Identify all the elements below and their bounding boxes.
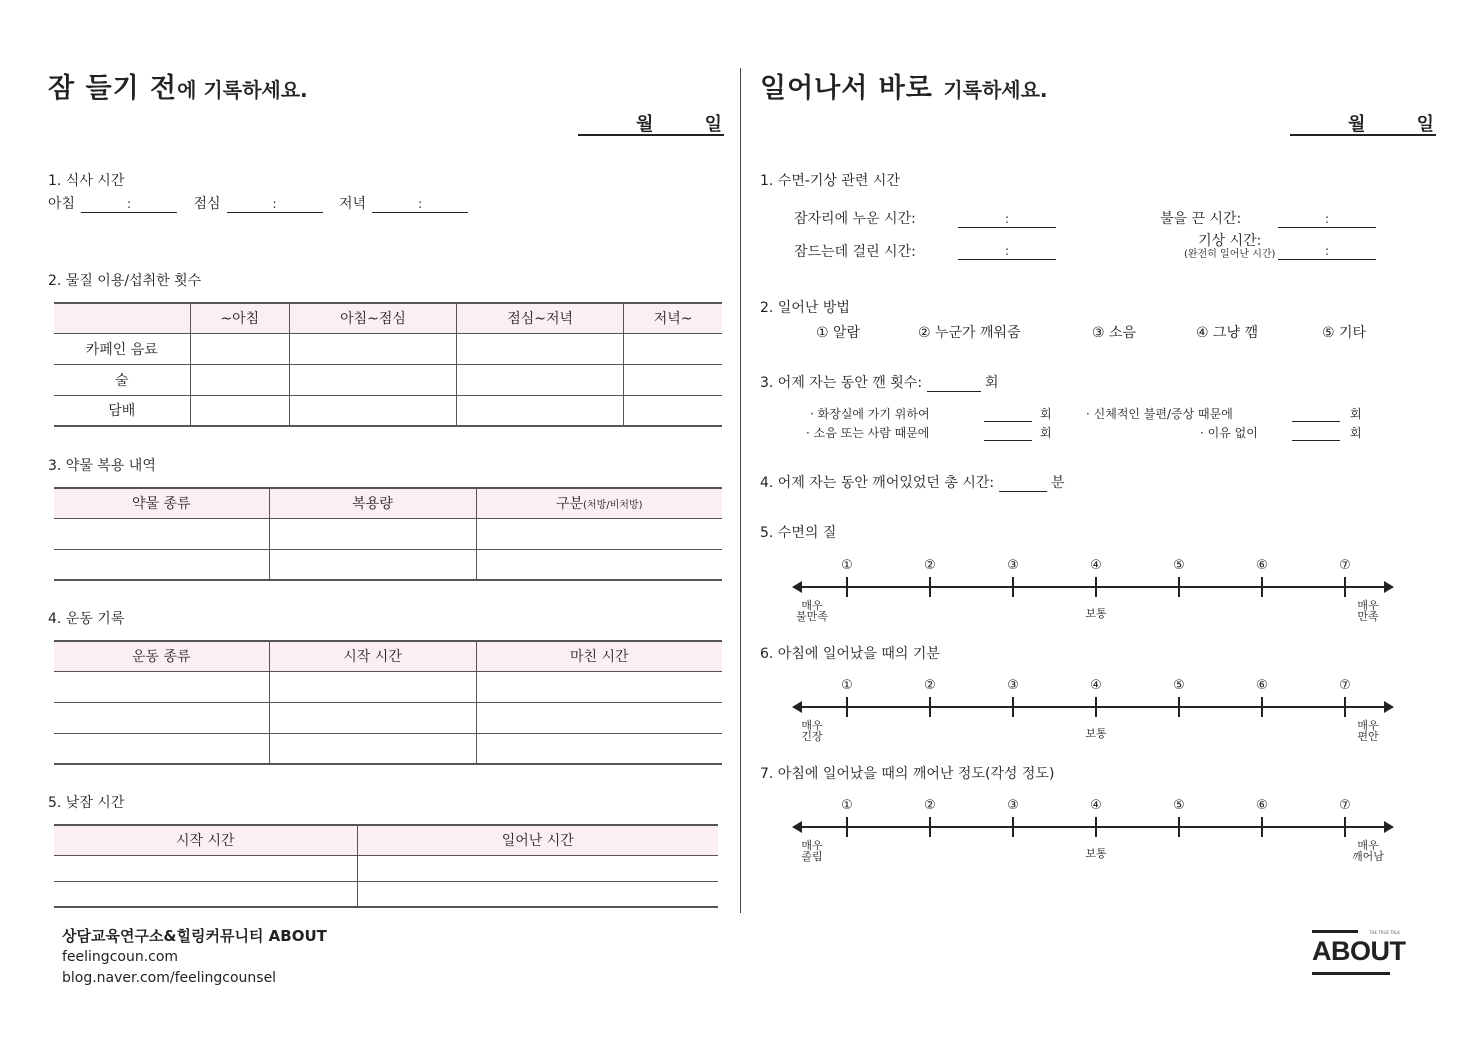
table-cell[interactable] [476, 549, 722, 580]
day-label: 일 [704, 114, 722, 135]
no-reason-field[interactable] [1292, 425, 1340, 441]
table-row [54, 395, 722, 426]
scale-tick [929, 577, 931, 597]
scale-point-1[interactable]: ① [841, 678, 853, 693]
meal-time-title: 1. 식사 시간 [48, 173, 125, 189]
scale-label-low-line1: 매우 [801, 719, 823, 732]
scale-point-3[interactable]: ③ [1007, 558, 1019, 573]
scale-label-high-line2: 깨어남 [1352, 850, 1384, 863]
scale-tick [1178, 697, 1180, 717]
nap-title: 5. 낮잠 시간 [48, 795, 125, 811]
table-cell[interactable] [476, 518, 722, 549]
logo-tagline: THE TRUE TALK [1369, 930, 1400, 935]
scale-label-mid: 보통 [1085, 847, 1107, 860]
awake-duration-field[interactable] [999, 478, 1047, 492]
table-cell[interactable] [190, 364, 289, 395]
scale-point-5[interactable]: ⑤ [1173, 798, 1185, 813]
col-header: 일어난 시간 [357, 825, 718, 855]
table-cell[interactable] [624, 333, 722, 364]
scale-point-2[interactable]: ② [924, 678, 936, 693]
sleep-latency-field[interactable]: : [958, 244, 1056, 260]
logo-top-bar [1312, 930, 1358, 933]
scale-point-6[interactable]: ⑥ [1256, 558, 1268, 573]
page-divider [740, 68, 741, 913]
wake-time-field[interactable]: : [1278, 244, 1376, 260]
scale-label-high-line2: 편안 [1357, 730, 1379, 743]
scale-tick [1095, 697, 1097, 717]
left-title-main: 잠 들기 전 [48, 73, 178, 104]
sleep-quality-title: 5. 수면의 질 [760, 525, 837, 541]
scale-tick [846, 577, 848, 597]
unit-label: 회 [984, 375, 999, 391]
scale-label-low [792, 840, 832, 862]
scale-tick [1178, 577, 1180, 597]
exercise-table [54, 640, 722, 765]
scale-label-mid: 보통 [1085, 607, 1107, 620]
table-cell[interactable] [357, 855, 718, 881]
table-cell[interactable] [289, 395, 456, 426]
row-header-alcohol: 술 [54, 364, 190, 395]
table-cell[interactable] [457, 333, 624, 364]
arrow-left-icon [792, 821, 802, 833]
col-header: ~아침 [190, 303, 289, 333]
about-logo [1312, 930, 1404, 976]
scale-label-low-line2: 불만족 [796, 610, 828, 623]
right-title-sub: 기록하세요. [943, 78, 1048, 102]
scale-label-high-line1: 매우 [1357, 839, 1379, 852]
option-just-woke[interactable]: ④ 그냥 깸 [1196, 325, 1259, 341]
lunch-field[interactable]: : [227, 197, 323, 213]
left-title-sub: 에 기록하세요. [177, 78, 308, 102]
minute-unit-label: 분 [1051, 475, 1065, 491]
table-row [54, 333, 722, 364]
bed-time-label: 잠자리에 누운 시간: [794, 211, 916, 227]
medication-table [54, 487, 722, 581]
scale-label-high-line2: 만족 [1357, 610, 1379, 623]
col-header: 복용량 [269, 488, 476, 518]
table-cell[interactable] [269, 702, 476, 733]
table-cell[interactable] [457, 395, 624, 426]
right-title [760, 66, 1048, 105]
scale-label-high-line1: 매우 [1357, 719, 1379, 732]
table-row [54, 364, 722, 395]
physical-discomfort-field[interactable] [1292, 406, 1340, 422]
scale-tick [1095, 817, 1097, 837]
sleep-latency-label: 잠드는데 걸린 시간: [794, 244, 916, 260]
breakfast-label: 아침 [48, 196, 76, 212]
unit-label: 회 [1040, 407, 1052, 421]
substance-title: 2. 물질 이용/섭취한 횟수 [48, 273, 202, 289]
table-cell[interactable] [476, 702, 722, 733]
table-row [54, 671, 722, 702]
scale-label-mid: 보통 [1085, 727, 1107, 740]
right-title-main: 일어나서 바로 [760, 73, 933, 104]
wake-time-text: 기상 시간: [1198, 233, 1262, 249]
table-cell[interactable] [476, 671, 722, 702]
scale-tick [1261, 817, 1263, 837]
table-cell[interactable] [289, 364, 456, 395]
arrow-right-icon [1384, 701, 1394, 713]
unit-label: 회 [1350, 426, 1362, 440]
table-cell[interactable] [289, 333, 456, 364]
table-cell[interactable] [54, 671, 269, 702]
scale-point-3[interactable]: ③ [1007, 798, 1019, 813]
scale-point-4[interactable]: ④ [1090, 558, 1102, 573]
footer-blog-link[interactable]: blog.naver.com/feelingcounsel [62, 970, 277, 986]
physical-discomfort-label: · 신체적인 불편/증상 때문에 [1086, 407, 1233, 421]
left-date-field[interactable] [578, 110, 724, 136]
table-cell[interactable] [54, 733, 269, 764]
option-woken-by-someone[interactable]: ② 누군가 깨워줌 [918, 325, 1021, 341]
noise-field[interactable] [984, 425, 1032, 441]
scale-point-5[interactable]: ⑤ [1173, 678, 1185, 693]
table-row [54, 518, 722, 549]
scale-point-1[interactable]: ① [841, 558, 853, 573]
option-noise[interactable]: ③ 소음 [1092, 325, 1137, 341]
scale-label-low-line2: 졸림 [801, 850, 823, 863]
table-cell[interactable] [190, 395, 289, 426]
table-cell[interactable] [190, 333, 289, 364]
scale-label-high [1348, 720, 1388, 742]
scale-label-low [792, 720, 832, 742]
left-title [48, 66, 308, 105]
table-cell[interactable] [269, 671, 476, 702]
awakenings-field[interactable] [927, 378, 981, 392]
scale-axis [800, 826, 1386, 828]
scale-point-7[interactable]: ⑦ [1339, 678, 1351, 693]
scale-label-high [1348, 840, 1388, 862]
option-other[interactable]: ⑤ 기타 [1322, 325, 1367, 341]
month-label: 월 [1348, 114, 1366, 135]
medication-title: 3. 약물 복용 내역 [48, 458, 156, 474]
scale-axis [800, 706, 1386, 708]
col-header: 운동 종류 [54, 641, 269, 671]
table-row [54, 855, 718, 881]
footer-org: 상담교육연구소&힐링커뮤니티 ABOUT [62, 927, 327, 945]
unit-label: 회 [1350, 407, 1362, 421]
col-header-text: 구분 [555, 496, 584, 513]
table-cell[interactable] [54, 855, 357, 881]
lights-off-field[interactable]: : [1278, 212, 1376, 228]
arrow-left-icon [792, 581, 802, 593]
wake-method-title: 2. 일어난 방법 [760, 300, 850, 316]
unit-label: 회 [1040, 426, 1052, 440]
dinner-label: 저녁 [339, 196, 367, 212]
scale-label-low [792, 600, 832, 622]
table-cell[interactable] [54, 881, 357, 907]
scale-point-4[interactable]: ④ [1090, 798, 1102, 813]
col-header: 약물 종류 [54, 488, 269, 518]
col-header: 시작 시간 [269, 641, 476, 671]
table-cell[interactable] [624, 395, 722, 426]
scale-point-6[interactable]: ⑥ [1256, 678, 1268, 693]
scale-label-low-line2: 긴장 [801, 730, 823, 743]
scale-tick [1012, 817, 1014, 837]
table-cell[interactable] [457, 364, 624, 395]
table-cell[interactable] [269, 518, 476, 549]
sleep-quality-scale[interactable] [792, 558, 1394, 632]
scale-tick [1095, 577, 1097, 597]
lunch-label: 점심 [193, 196, 221, 212]
row-header-caffeine: 카페인 음료 [54, 333, 190, 364]
col-header: 시작 시간 [54, 825, 357, 855]
awakenings-row [760, 372, 998, 392]
arrow-right-icon [1384, 581, 1394, 593]
col-header: 아침~점심 [289, 303, 456, 333]
col-header-sub: (처방/비처방) [583, 500, 643, 512]
option-alarm[interactable]: ① 알람 [816, 325, 861, 341]
table-cell[interactable] [54, 549, 269, 580]
bathroom-field[interactable] [984, 406, 1032, 422]
scale-tick [929, 697, 931, 717]
dinner-field[interactable]: : [372, 197, 468, 213]
breakfast-field[interactable]: : [81, 197, 177, 213]
no-reason-label: · 이유 없이 [1200, 426, 1258, 440]
arrow-left-icon [792, 701, 802, 713]
table-cell[interactable] [357, 881, 718, 907]
wake-time-label [1184, 234, 1275, 262]
bathroom-label: · 화장실에 가기 위하여 [810, 407, 930, 421]
logo-text: ABOUT [1312, 936, 1406, 966]
substance-table [54, 302, 722, 427]
table-cell[interactable] [54, 518, 269, 549]
bed-time-field[interactable]: : [958, 212, 1056, 228]
day-label: 일 [1416, 114, 1434, 135]
scale-tick [1344, 697, 1346, 717]
scale-label-low-line1: 매우 [801, 839, 823, 852]
morning-mood-title: 6. 아침에 일어났을 때의 기분 [760, 646, 940, 662]
meal-time-row [48, 193, 480, 213]
table-row [54, 733, 722, 764]
scale-point-2[interactable]: ② [924, 558, 936, 573]
scale-point-7[interactable]: ⑦ [1339, 798, 1351, 813]
scale-tick [1344, 577, 1346, 597]
scale-point-4[interactable]: ④ [1090, 678, 1102, 693]
scale-point-7[interactable]: ⑦ [1339, 558, 1351, 573]
row-header-tobacco: 담배 [54, 395, 190, 426]
awake-duration-row [760, 472, 1065, 492]
scale-tick [846, 697, 848, 717]
exercise-title: 4. 운동 기록 [48, 611, 125, 627]
footer-site-link[interactable]: feelingcoun.com [62, 949, 179, 965]
table-cell[interactable] [269, 733, 476, 764]
scale-point-6[interactable]: ⑥ [1256, 798, 1268, 813]
sleep-wake-title: 1. 수면-기상 관련 시간 [760, 173, 900, 189]
table-row [54, 549, 722, 580]
awake-duration-title: 4. 어제 자는 동안 깨어있었던 총 시간: [760, 475, 995, 491]
col-header: 마친 시간 [476, 641, 722, 671]
footer [62, 926, 327, 989]
table-cell[interactable] [476, 733, 722, 764]
scale-tick [1261, 577, 1263, 597]
scale-tick [1261, 697, 1263, 717]
lights-off-label: 불을 끈 시간: [1160, 211, 1242, 227]
alertness-scale[interactable] [792, 798, 1394, 872]
arrow-right-icon [1384, 821, 1394, 833]
scale-point-3[interactable]: ③ [1007, 678, 1019, 693]
nap-table [54, 824, 718, 908]
alertness-title: 7. 아침에 일어났을 때의 깨어난 정도(각성 정도) [760, 766, 1055, 782]
scale-point-1[interactable]: ① [841, 798, 853, 813]
noise-label: · 소음 또는 사람 때문에 [806, 426, 930, 440]
scale-tick [1178, 817, 1180, 837]
table-row [54, 702, 722, 733]
col-header [476, 488, 722, 518]
table-cell[interactable] [269, 549, 476, 580]
awakenings-title: 3. 어제 자는 동안 깬 횟수: [760, 375, 923, 391]
table-cell[interactable] [54, 702, 269, 733]
table-cell[interactable] [624, 364, 722, 395]
scale-axis [800, 586, 1386, 588]
scale-label-high-line1: 매우 [1357, 599, 1379, 612]
col-header: 점심~저녁 [457, 303, 624, 333]
scale-point-2[interactable]: ② [924, 798, 936, 813]
morning-mood-scale[interactable] [792, 678, 1394, 752]
scale-tick [846, 817, 848, 837]
scale-tick [929, 817, 931, 837]
wake-time-sub: (완전히 일어난 시간) [1184, 249, 1276, 260]
scale-point-5[interactable]: ⑤ [1173, 558, 1185, 573]
month-label: 월 [636, 114, 654, 135]
table-row [54, 881, 718, 907]
scale-tick [1344, 817, 1346, 837]
substance-corner [54, 303, 190, 333]
scale-tick [1012, 577, 1014, 597]
col-header: 저녁~ [624, 303, 722, 333]
right-date-field[interactable] [1290, 110, 1436, 136]
scale-label-high [1348, 600, 1388, 622]
logo-bottom-bar [1312, 972, 1390, 975]
scale-label-low-line1: 매우 [801, 599, 823, 612]
scale-tick [1012, 697, 1014, 717]
